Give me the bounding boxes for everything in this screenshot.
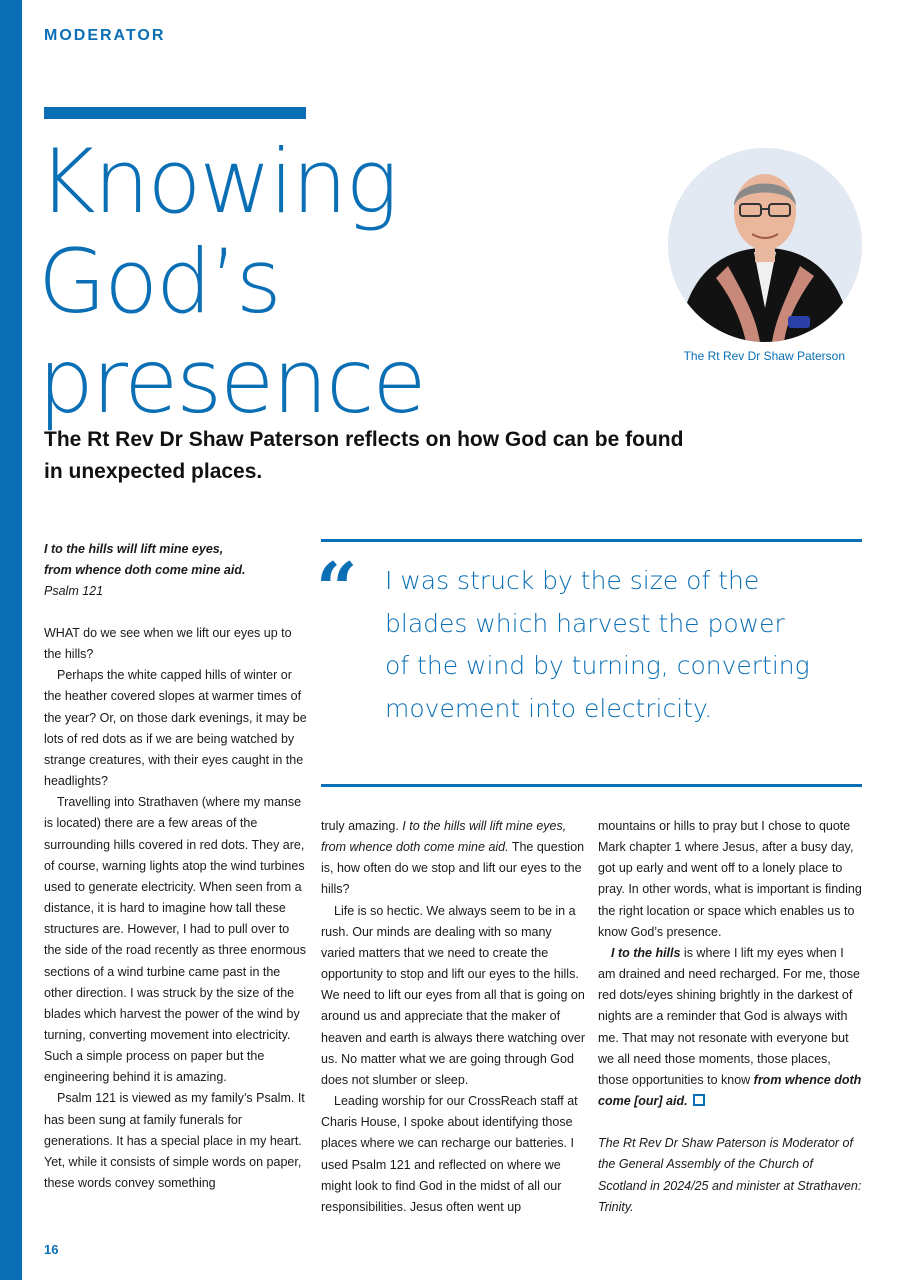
epigraph (44, 539, 304, 602)
pull-quote-rule-bottom (321, 784, 862, 787)
title-line-1: Knowing God’s (38, 130, 397, 333)
author-bio: The Rt Rev Dr Shaw Paterson is Moderator of the General Assembly of the Church of Scotland in 2024/25 and minister at Strathaven: Trinity. (598, 1136, 862, 1214)
section-label: MODERATOR (44, 27, 166, 44)
body-text: truly amazing. (321, 819, 403, 833)
pull-quote (385, 560, 855, 730)
body-paragraph (321, 816, 588, 901)
psalm-quote-inline: from whence doth come [our] aid. (598, 1072, 862, 1109)
body-column-3 (598, 816, 864, 1218)
body-paragraph: mountains or hills to pray but I chose to quote Mark chapter 1 where Jesus, after a busy day, got up early and went off to a lonely place to pray. In other words, what is important is finding the right location or space which enables us to know God’s presence. (598, 819, 862, 939)
psalm-quote-inline: I to the hills will lift mine eyes, from whence doth come mine aid. (321, 819, 567, 855)
psalm-quote-inline: I to the hills (611, 945, 681, 960)
author-portrait (668, 148, 862, 342)
body-text: The question is, how often do we stop and lift our eyes to the hills? (321, 840, 585, 897)
body-paragraph: Psalm 121 is viewed as my family’s Psalm. It has been sung at family funerals for generations. It has a special place in my heart. Yet, while it consists of simple words on paper, these words convey something (44, 1091, 305, 1191)
pull-quote-line-4: movement into electricity. (385, 693, 713, 723)
title-line-2: presence (38, 330, 425, 433)
body-paragraph: Perhaps the white capped hills of winter or the heather covered slopes at warmer times of the year? Or, on those dark evenings, it may be lots of red dots as if we are being watched by strange creatures, with their eyes caught in the headlights? (44, 668, 307, 789)
epigraph-line-1: I to the hills will lift mine eyes, (44, 542, 224, 556)
body-column-2 (321, 816, 588, 1218)
end-of-article-icon (693, 1094, 705, 1106)
body-paragraph: WHAT do we see when we lift our eyes up to the hills? (44, 626, 292, 662)
title-rule (44, 107, 306, 119)
standfirst (44, 424, 744, 488)
body-paragraph: Travelling into Strathaven (where my manse is located) there are a few areas of the surrounding hills covered in red dots. They are, of course, warning lights atop the wind turbines used to generate electricity. When seen from a distance, it is hard to imagine how tall these structures are. However, I had to pull over to the side of the road recently as three enormous sections of a wind turbine came past in the other direction. I was struck by the size of the blades which harvest the power of the wind by turning, converting movement into electricity. Such a simple process on paper but the engineering behind it is amazing. (44, 795, 306, 1085)
epigraph-line-2: from whence doth come mine aid. (44, 563, 246, 577)
body-paragraph: Leading worship for our CrossReach staff at Charis House, I spoke about identifying those places where we can recharge our batteries. I used Psalm 121 and reflected on where we might look to find God in the midst of all our responsibilities. Jesus often went up (321, 1094, 578, 1214)
side-accent-bar (0, 0, 22, 1280)
standfirst-line-1: The Rt Rev Dr Shaw Paterson reflects on how God can be found (44, 428, 684, 451)
article-title (38, 132, 658, 432)
body-paragraph: Life is so hectic. We always seem to be in a rush. Our minds are dealing with so many varied matters that we need to create the opportunity to stop and lift our eyes to the hills. We need to lift our eyes from all that is going on around us and appreciate that the maker of heaven and earth is always there watching over us. No matter what we are going through God does not slumber or sleep. (321, 903, 586, 1087)
standfirst-line-2: in unexpected places. (44, 460, 263, 483)
pull-quote-line-3: of the wind by turning, converting (385, 651, 810, 680)
body-column-1 (44, 623, 310, 1194)
pull-quote-line-1: I was struck by the size of the (385, 566, 760, 595)
quote-mark-icon: “ (316, 546, 358, 631)
pull-quote-rule-top (321, 539, 862, 542)
body-text: is where I lift my eyes when I am drained and need recharged. For me, those red dots/eyes shining brightly in the darkest of nights are a reminder that God is always with me. That may not resonate with everyone but we all need those moments, those places, those opportunities to know (598, 945, 860, 1087)
pull-quote-line-2: blades which harvest the power (385, 608, 785, 638)
body-paragraph (598, 943, 864, 1112)
epigraph-source: Psalm 121 (44, 584, 104, 598)
page-number: 16 (44, 1242, 59, 1257)
portrait-caption: The Rt Rev Dr Shaw Paterson (683, 349, 845, 363)
